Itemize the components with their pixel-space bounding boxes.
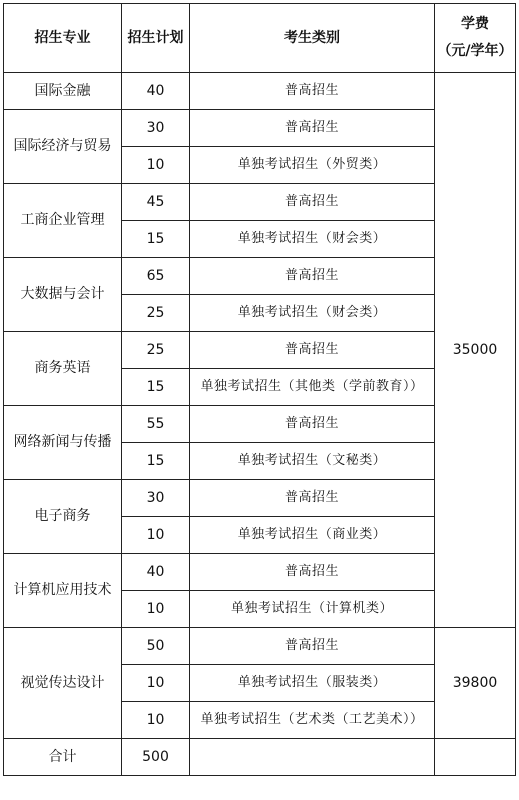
header-category: 考生类别 <box>190 4 435 73</box>
total-empty-cell <box>190 739 435 776</box>
category-cell: 单独考试招生（文秘类） <box>190 443 435 480</box>
plan-cell: 15 <box>122 221 190 258</box>
plan-cell: 50 <box>122 628 190 665</box>
header-major: 招生专业 <box>4 4 122 73</box>
plan-cell: 10 <box>122 591 190 628</box>
category-cell: 普高招生 <box>190 332 435 369</box>
plan-cell: 55 <box>122 406 190 443</box>
header-row <box>4 4 516 73</box>
admissions-table <box>3 3 516 776</box>
major-name-cell: 国际金融 <box>4 73 122 110</box>
category-cell: 单独考试招生（财会类） <box>190 221 435 258</box>
category-cell: 普高招生 <box>190 110 435 147</box>
major-name-cell: 视觉传达设计 <box>4 628 122 739</box>
plan-cell: 30 <box>122 110 190 147</box>
category-cell: 单独考试招生（艺术类（工艺美术）） <box>190 702 435 739</box>
plan-cell: 40 <box>122 73 190 110</box>
major-name-cell: 大数据与会计 <box>4 258 122 332</box>
plan-cell: 15 <box>122 443 190 480</box>
category-cell: 单独考试招生（计算机类） <box>190 591 435 628</box>
header-plan: 招生计划 <box>122 4 190 73</box>
major-name-cell: 商务英语 <box>4 332 122 406</box>
major-name-cell: 国际经济与贸易 <box>4 110 122 184</box>
plan-cell: 15 <box>122 369 190 406</box>
plan-cell: 25 <box>122 295 190 332</box>
plan-cell: 30 <box>122 480 190 517</box>
category-cell: 普高招生 <box>190 406 435 443</box>
plan-cell: 10 <box>122 147 190 184</box>
category-cell: 单独考试招生（服装类） <box>190 665 435 702</box>
major-name-cell: 工商企业管理 <box>4 184 122 258</box>
total-empty-cell <box>435 739 516 776</box>
category-cell: 普高招生 <box>190 628 435 665</box>
category-cell: 单独考试招生（财会类） <box>190 295 435 332</box>
major-name-cell: 网络新闻与传播 <box>4 406 122 480</box>
table-row <box>4 73 516 110</box>
plan-cell: 10 <box>122 517 190 554</box>
fee-cell: 35000 <box>435 73 516 628</box>
category-cell: 单独考试招生（其他类（学前教育）） <box>190 369 435 406</box>
category-cell: 普高招生 <box>190 184 435 221</box>
category-cell: 普高招生 <box>190 554 435 591</box>
plan-cell: 10 <box>122 702 190 739</box>
table-row <box>4 628 516 665</box>
category-cell: 普高招生 <box>190 480 435 517</box>
category-cell: 普高招生 <box>190 258 435 295</box>
plan-cell: 25 <box>122 332 190 369</box>
header-fee <box>435 4 516 73</box>
total-label: 合计 <box>4 739 122 776</box>
header-fee-line2: （元/学年） <box>437 43 513 59</box>
total-row <box>4 739 516 776</box>
category-cell: 普高招生 <box>190 73 435 110</box>
category-cell: 单独考试招生（商业类） <box>190 517 435 554</box>
total-value: 500 <box>122 739 190 776</box>
plan-cell: 10 <box>122 665 190 702</box>
fee-cell: 39800 <box>435 628 516 739</box>
plan-cell: 40 <box>122 554 190 591</box>
major-name-cell: 电子商务 <box>4 480 122 554</box>
major-name-cell: 计算机应用技术 <box>4 554 122 628</box>
category-cell: 单独考试招生（外贸类） <box>190 147 435 184</box>
header-fee-line1: 学费 <box>461 16 489 33</box>
plan-cell: 65 <box>122 258 190 295</box>
plan-cell: 45 <box>122 184 190 221</box>
